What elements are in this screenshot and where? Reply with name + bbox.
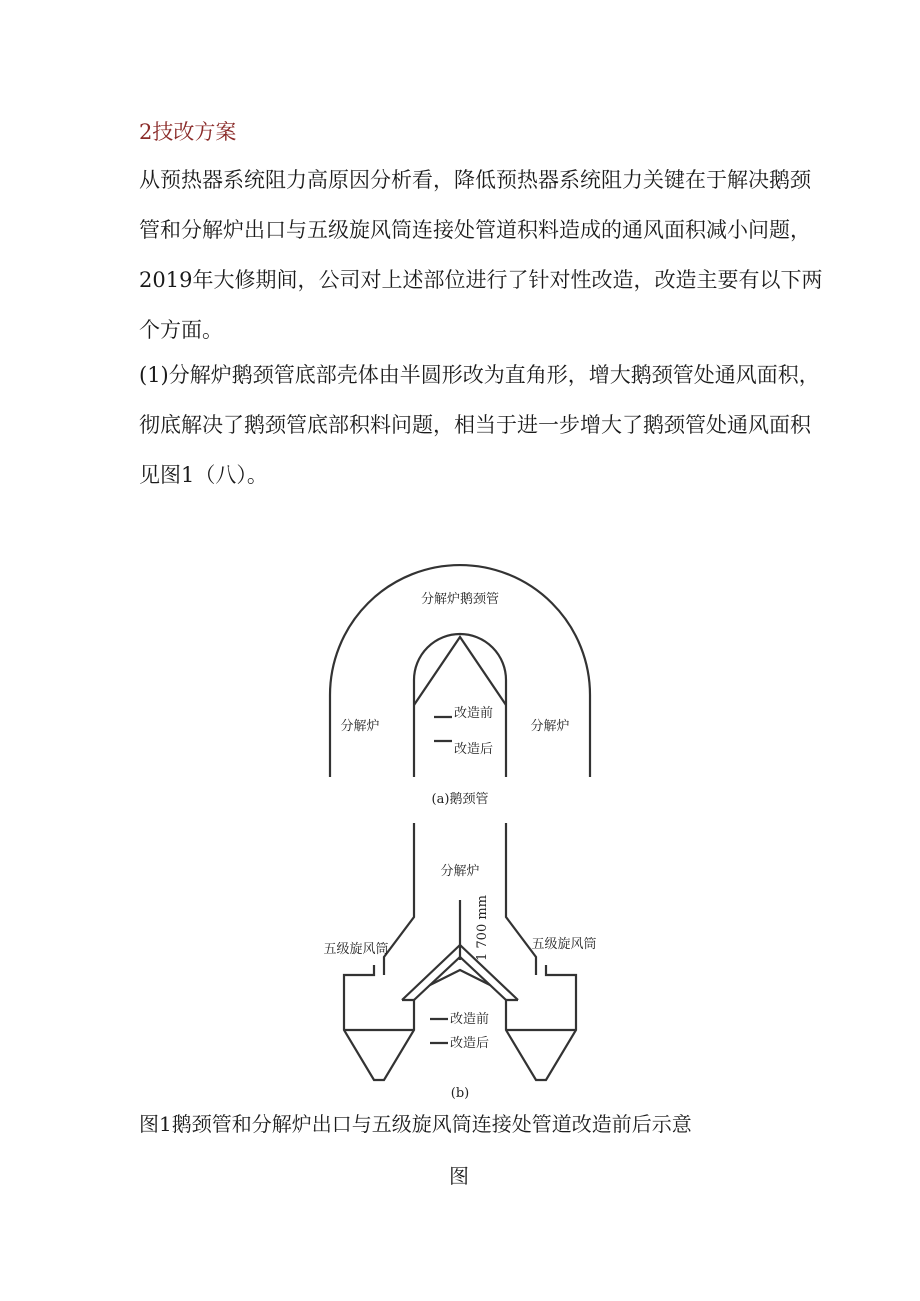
- paragraph-1-line: 个方面。: [139, 318, 223, 342]
- caption-b: (b): [450, 1086, 470, 1101]
- legend-after-b: 改造后: [450, 1036, 490, 1051]
- diagram-svg: [300, 545, 620, 1105]
- cyclone-left: [344, 965, 414, 1080]
- label-cyclone-left: 五级旋风筒: [323, 942, 389, 957]
- junction-after-outline: [414, 957, 506, 1000]
- figure-caption-continued: 图: [449, 1164, 469, 1188]
- label-gooseneck: 分解炉鹅颈管: [420, 592, 500, 607]
- cyclone-right: [506, 965, 576, 1080]
- label-calciner-left: 分解炉: [340, 719, 380, 734]
- paragraph-1-line: 管和分解炉出口与五级旋风筒连接处管道积料造成的通风面积减小问题，: [139, 218, 811, 242]
- label-cyclone-right: 五级旋风筒: [531, 937, 597, 952]
- figure-caption: 图1鹅颈管和分解炉出口与五级旋风筒连接处管道改造前后示意: [139, 1112, 692, 1136]
- section-heading: 2技改方案: [139, 120, 237, 144]
- paragraph-1-line: 2019年大修期间，公司对上述部位进行了针对性改造，改造主要有以下两: [139, 268, 823, 292]
- dimension-label: 1 700 mm: [475, 894, 490, 961]
- label-calciner-b: 分解炉: [440, 864, 480, 879]
- paragraph-2-line: 彻底解决了鹅颈管底部积料问题，相当于进一步增大了鹅颈管处通风面积: [139, 413, 811, 437]
- paragraph-1: [139, 155, 823, 355]
- legend-after-a: 改造后: [454, 742, 494, 757]
- legend-before-a: 改造前: [454, 706, 494, 721]
- paragraph-1-line: 从预热器系统阻力高原因分析看，降低预热器系统阻力关键在于解决鹅颈: [139, 168, 811, 192]
- gooseneck-diagram: [300, 545, 620, 1105]
- caption-a: (a)鹅颈管: [431, 792, 489, 807]
- paragraph-2-line: (1)分解炉鹅颈管底部壳体由半圆形改为直角形，增大鹅颈管处通风面积，: [139, 363, 820, 387]
- legend-before-b: 改造前: [450, 1012, 490, 1027]
- paragraph-2-line: 见图1（八）。: [139, 463, 268, 487]
- paragraph-2: [139, 350, 820, 500]
- label-calciner-right: 分解炉: [530, 719, 570, 734]
